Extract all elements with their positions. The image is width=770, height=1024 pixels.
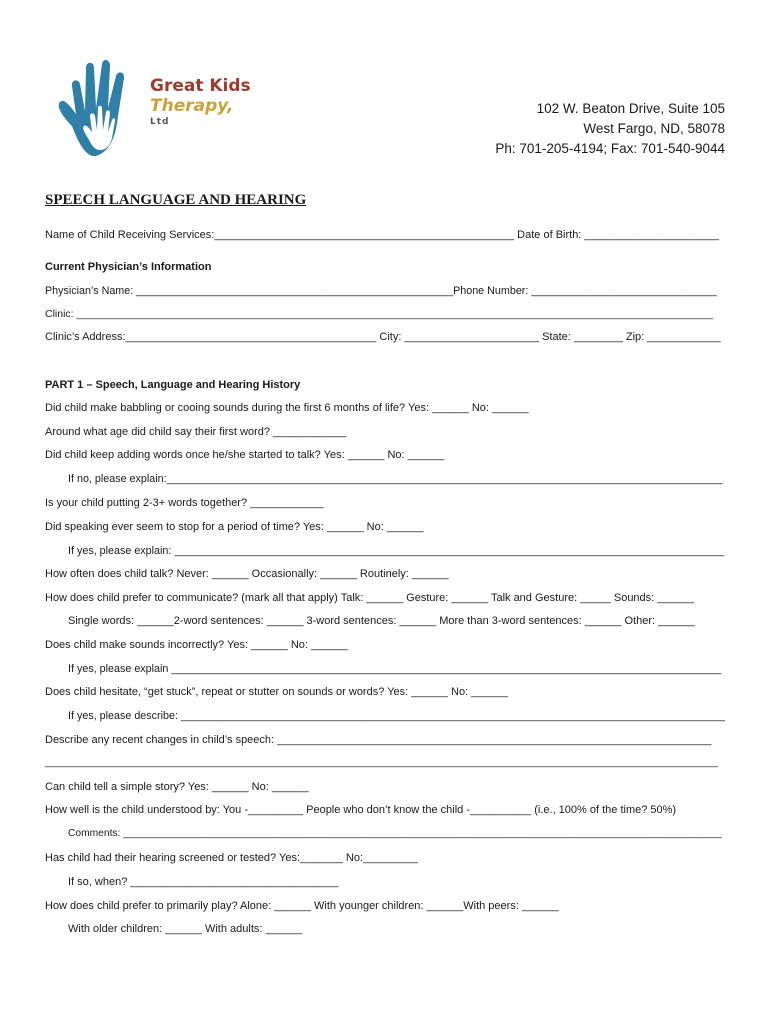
question-understood[interactable]: How well is the child understood by: You -_________ People who don’t know the child -__________ (i.e., 100% of the time? 50%) xyxy=(45,804,677,816)
question-if-yes-explain[interactable]: If yes, please explain: ____________________________________________________________________________________________ xyxy=(68,545,725,557)
question-recent-changes-line2[interactable]: ______________________________________________________________________________________________________________________ xyxy=(45,757,718,768)
question-first-word[interactable]: Around what age did child say their first word? ____________ xyxy=(45,426,347,438)
question-play[interactable]: How does child prefer to primarily play? Alone: ______ With younger children: ______With peers: ______ xyxy=(45,900,559,912)
question-if-no-explain[interactable]: If no, please explain:_____________________________________________________________________________________________ xyxy=(68,473,723,485)
question-if-yes-explain-2[interactable]: If yes, please explain ____________________________________________________________________________________________ xyxy=(68,663,722,675)
physician-name-field[interactable]: Physician’s Name: _____________________________________________________Phone Number: _______________________________ xyxy=(45,285,717,297)
question-recent-changes[interactable]: Describe any recent changes in child’s speech: _______________________________________________________________________ xyxy=(45,734,712,746)
question-communicate-continued[interactable]: Single words: ______2-word sentences: ______ 3-word sentences: ______ More than 3-word sentences: ______ Other: ______ xyxy=(68,615,695,627)
brand-line2: Therapy, xyxy=(150,96,234,116)
address-street: 102 W. Beaton Drive, Suite 105 xyxy=(536,101,725,116)
part1-heading: PART 1 – Speech, Language and Hearing History xyxy=(45,379,301,391)
question-if-so-when[interactable]: If so, when? __________________________________ xyxy=(68,876,339,888)
question-hesitate[interactable]: Does child hesitate, “get stuck”, repeat or stutter on sounds or words? Yes: ______ No: ______ xyxy=(45,686,508,698)
form-title: SPEECH LANGUAGE AND HEARING xyxy=(45,192,307,208)
question-words-together[interactable]: Is your child putting 2-3+ words together? ____________ xyxy=(45,497,324,509)
question-play-continued[interactable]: With older children: ______ With adults: ______ xyxy=(68,923,303,935)
question-adding-words[interactable]: Did child keep adding words once he/she started to talk? Yes: ______ No: ______ xyxy=(45,449,445,461)
brand-name xyxy=(150,76,251,128)
address-city: West Fargo, ND, 58078 xyxy=(583,121,725,136)
question-sounds-incorrect[interactable]: Does child make sounds incorrectly? Yes: ______ No: ______ xyxy=(45,639,348,651)
question-how-often[interactable]: How often does child talk? Never: ______ Occasionally: ______ Routinely: ______ xyxy=(45,568,449,580)
address-block xyxy=(495,99,725,159)
question-stop-speaking[interactable]: Did speaking ever seem to stop for a period of time? Yes: ______ No: ______ xyxy=(45,521,424,533)
brand-line1: Great Kids xyxy=(150,76,251,96)
question-if-yes-describe[interactable]: If yes, please describe: ___________________________________________________________________________________________ xyxy=(68,710,725,722)
address-phone-fax: Ph: 701-205-4194; Fax: 701-540-9044 xyxy=(495,141,725,156)
question-hearing[interactable]: Has child had their hearing screened or tested? Yes:_______ No:_________ xyxy=(45,852,419,864)
question-comments[interactable]: Comments: _________________________________________________________________________________________________________ xyxy=(68,828,722,839)
child-name-field[interactable]: Name of Child Receiving Services:_________________________________________________ Date of Birth: ______________________ xyxy=(45,229,720,241)
question-communicate[interactable]: How does child prefer to communicate? (mark all that apply) Talk: ______ Gesture: ______ Talk and Gesture: _____ Sounds: ______ xyxy=(45,592,694,604)
brand-line3: Ltd xyxy=(150,117,170,127)
question-simple-story[interactable]: Can child tell a simple story? Yes: ______ No: ______ xyxy=(45,781,309,793)
question-babbling[interactable]: Did child make babbling or cooing sounds during the first 6 months of life? Yes: ______ No: ______ xyxy=(45,402,529,414)
physician-heading: Current Physician’s Information xyxy=(45,261,212,273)
clinic-field[interactable]: Clinic: _____________________________________________________________________________________________________________ xyxy=(45,308,714,320)
clinic-address-field[interactable]: Clinic’s Address:_________________________________________ City: ______________________ State: ________ Zip: ____________ xyxy=(45,331,721,343)
